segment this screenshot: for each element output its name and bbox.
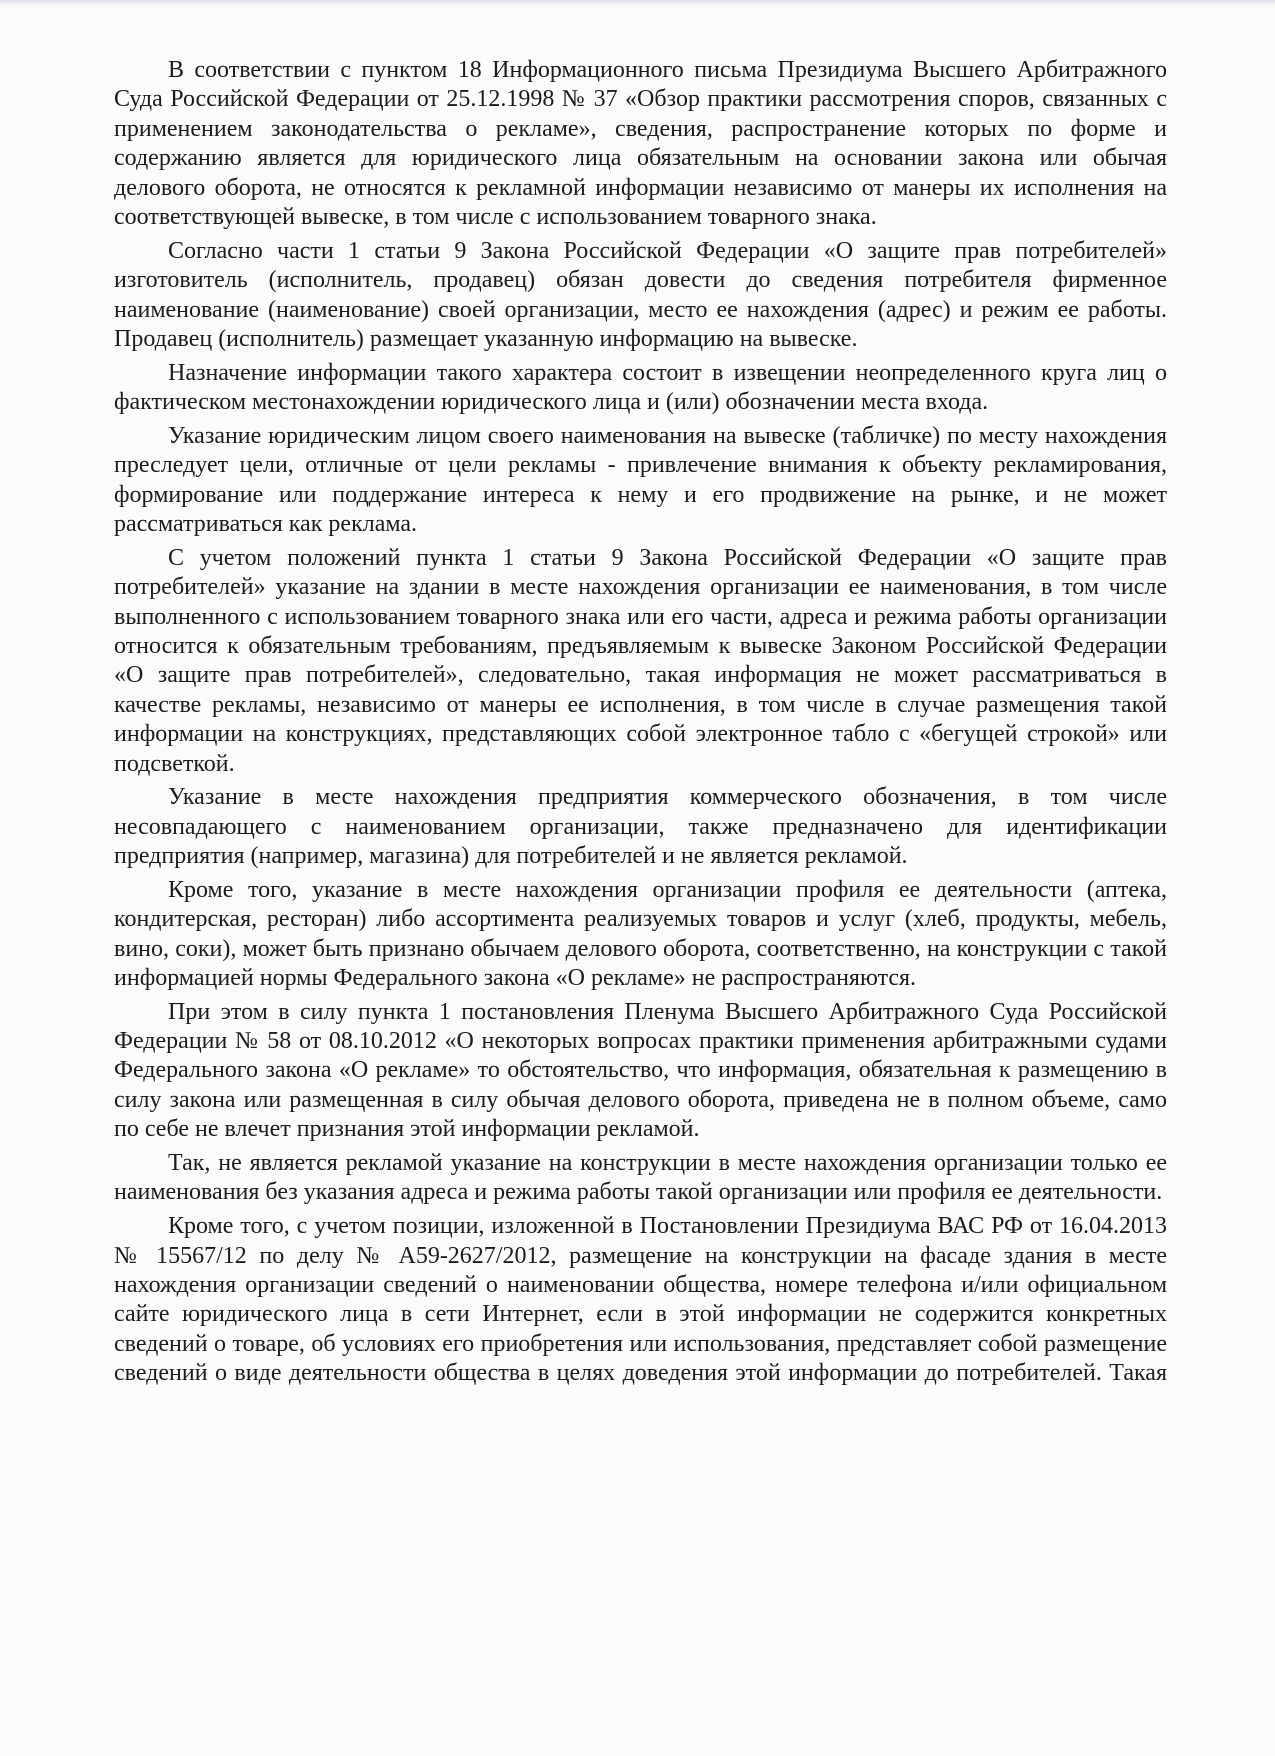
paragraph-6: Указание в месте нахождения предприятия коммерческого обозначения, в том числе несовпадающего с наименованием организации, также предназначено для идентификации предприятия (например, магазина) для потребителей и не является рекламой. [114,784,1167,870]
paragraph-1: В соответствии с пунктом 18 Информационного письма Президиума Высшего Арбитражного Суда Российской Федерации от 25.12.1998 № 37 «Обзор практики рассмотрения споров, связанных с применением законодательства о рекламе», сведения, распространение которых по форме и содержанию является для юридического лица обязательным на основании закона или обычая делового оборота, не относятся к рекламной информации независимо от манеры их исполнения на соответствующей вывеске, в том числе с использованием товарного знака. [114,57,1167,231]
paragraph-8: При этом в силу пункта 1 постановления Пленума Высшего Арбитражного Суда Российской Федерации № 58 от 08.10.2012 «О некоторых вопросах практики применения арбитражными судами Федерального закона «О рекламе» то обстоятельство, что информация, обязательная к размещению в силу закона или размещенная в силу обычая делового оборота, приведена не в полном объеме, само по себе не влечет признания этой информации рекламой. [114,998,1167,1143]
paragraph-7: Кроме того, указание в месте нахождения организации профиля ее деятельности (аптека, кондитерская, ресторан) либо ассортимента реализуемых товаров и услуг (хлеб, продукты, мебель, вино, соки), может быть признано обычаем делового оборота, соответственно, на конструкции с такой информацией нормы Федерального закона «О рекламе» не распространяются. [114,876,1167,991]
paragraph-5: С учетом положений пункта 1 статьи 9 Закона Российской Федерации «О защите прав потребителей» указание на здании в месте нахождения организации ее наименования, в том числе выполненного с использованием товарного знака или его части, адреса и режима работы организации относится к обязательным требованиям, предъявляемым к вывеске Законом Российской Федерации «О защите прав потребителей», следовательно, такая информация не может рассматриваться в качестве рекламы, независимо от манеры ее исполнения, в том числе в случае размещения такой информации на конструкциях, представляющих собой электронное табло с «бегущей строкой» или подсветкой. [114,544,1167,777]
paragraph-9: Так, не является рекламой указание на конструкции в месте нахождения организации только ее наименования без указания адреса и режима работы такой организации или профиля ее деятельности. [114,1150,1167,1206]
paragraph-10: Кроме того, с учетом позиции, изложенной в Постановлении Президиума ВАС РФ от 16.04.2013 № 15567/12 по делу № А59-2627/2012, размещение на конструкции на фасаде здания в месте нахождения организации сведений о наименовании общества, номере телефона и/или официальном сайте юридического лица в сети Интернет, если в этой информации не содержится конкретных сведений о товаре, об условиях его приобретения или использования, представляет собой размещение сведений о виде деятельности общества в целях доведения этой информации до потребителей. Такая [114,1213,1167,1387]
paragraph-4: Указание юридическим лицом своего наименования на вывеске (табличке) по месту нахождения преследует цели, отличные от цели рекламы - привлечение внимания к объекту рекламирования, формирование или поддержание интереса к нему и его продвижение на рынке, и не может рассматриваться как реклама. [114,422,1167,537]
paragraph-3: Назначение информации такого характера состоит в извещении неопределенного круга лиц о фактическом местонахождении юридического лица и (или) обозначении места входа. [114,359,1167,416]
paragraph-2: Согласно части 1 статьи 9 Закона Российской Федерации «О защите прав потребителей» изготовитель (исполнитель, продавец) обязан довести до сведения потребителя фирменное наименование (наименование) своей организации, место ее нахождения (адрес) и режим ее работы. Продавец (исполнитель) размещает указанную информацию на вывеске. [114,237,1167,352]
document-body [114,56,1167,1389]
